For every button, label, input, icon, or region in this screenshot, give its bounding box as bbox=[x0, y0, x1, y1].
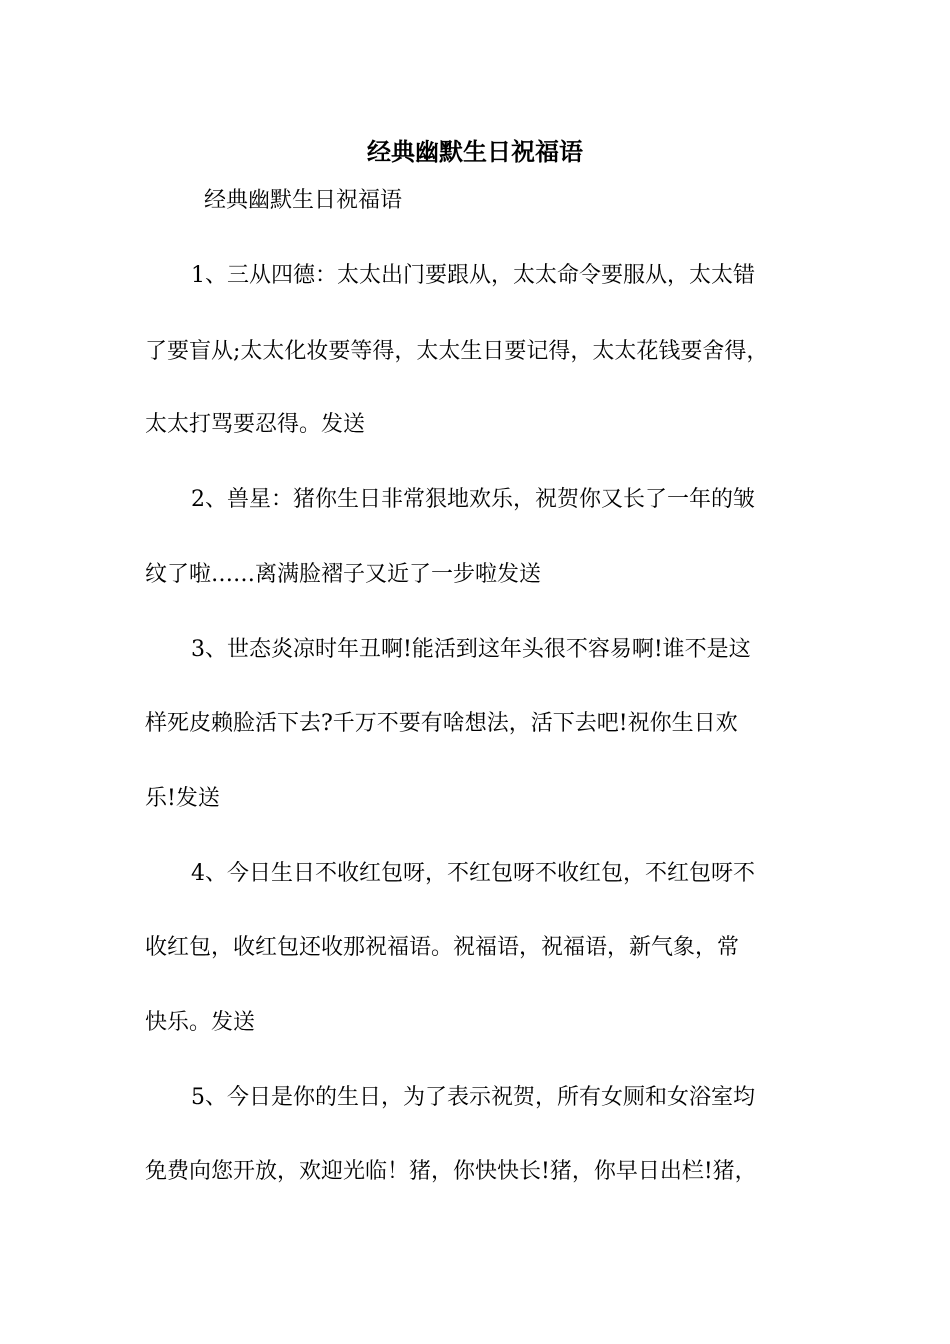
paragraph-3-line-3: 乐!发送 bbox=[145, 786, 220, 811]
paragraph-5-line-2: 免费向您开放，欢迎光临！猪，你快快长!猪，你早日出栏!猪， bbox=[145, 1159, 757, 1184]
paragraph-2-line-2: 纹了啦……离满脸褶子又近了一步啦发送 bbox=[145, 562, 542, 587]
document-subtitle: 经典幽默生日祝福语 bbox=[204, 188, 403, 213]
paragraph-2-line-1: 2、兽星：猪你生日非常狠地欢乐，祝贺你又长了一年的皱 bbox=[191, 487, 755, 512]
paragraph-4-line-2: 收红包，收红包还收那祝福语。祝福语，祝福语，新气象，常 bbox=[145, 935, 740, 960]
paragraph-1-line-1: 1、三从四德：太太出门要跟从，太太命令要服从，太太错 bbox=[191, 263, 755, 288]
document-title: 经典幽默生日祝福语 bbox=[367, 137, 583, 166]
paragraph-4-line-1: 4、今日生日不收红包呀，不红包呀不收红包，不红包呀不 bbox=[191, 861, 755, 886]
paragraph-4-line-3: 快乐。发送 bbox=[145, 1010, 256, 1035]
paragraph-1-line-3: 太太打骂要忍得。发送 bbox=[145, 412, 366, 437]
paragraph-1-line-2: 了要盲从;太太化妆要等得，太太生日要记得，太太花钱要舍得， bbox=[145, 339, 769, 364]
paragraph-3-line-2: 样死皮赖脸活下去?千万不要有啥想法，活下去吧!祝你生日欢 bbox=[145, 711, 738, 736]
paragraph-5-line-1: 5、今日是你的生日，为了表示祝贺，所有女厕和女浴室均 bbox=[191, 1085, 755, 1110]
paragraph-3-line-1: 3、世态炎凉时年丑啊!能活到这年头很不容易啊!谁不是这 bbox=[191, 637, 751, 662]
